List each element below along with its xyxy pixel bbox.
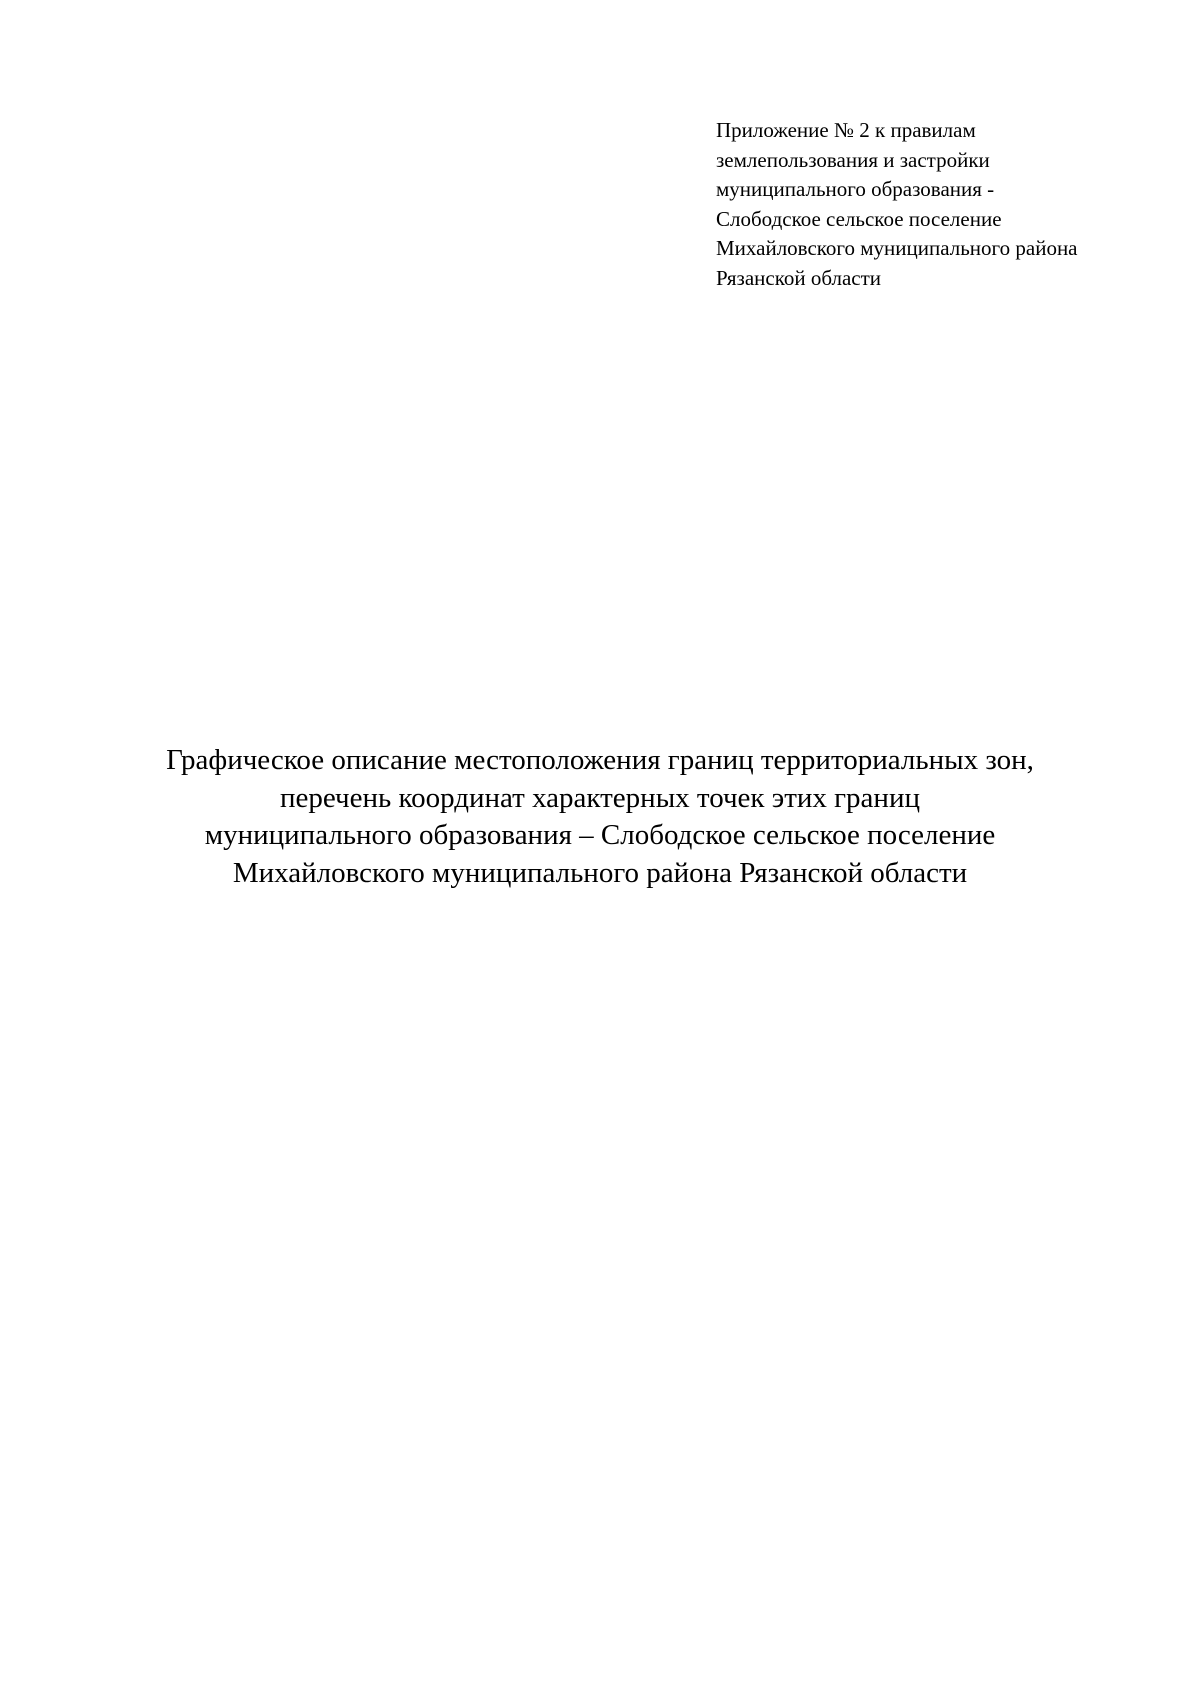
document-title-line: муниципального образования – Слободское сельское поселение (204, 819, 996, 851)
document-title-line: Графическое описание местоположения границ территориальных зон, (166, 744, 1034, 776)
appendix-note-line: Рязанской области (716, 265, 882, 290)
appendix-note-line: Слободское сельское поселение (716, 206, 1002, 231)
document-title-line: перечень координат характерных точек этих границ (280, 781, 920, 814)
appendix-note (716, 116, 1176, 293)
appendix-note-line: муниципального образования - (716, 177, 995, 201)
appendix-note-line: Михайловского муниципального района (716, 236, 1078, 260)
document-title-line: Михайловского муниципального района Рязанской области (232, 856, 968, 889)
appendix-note-line: Приложение № 2 к правилам (716, 118, 976, 142)
appendix-note-line: землепользования и застройки (716, 147, 990, 172)
document-title (0, 742, 1200, 892)
